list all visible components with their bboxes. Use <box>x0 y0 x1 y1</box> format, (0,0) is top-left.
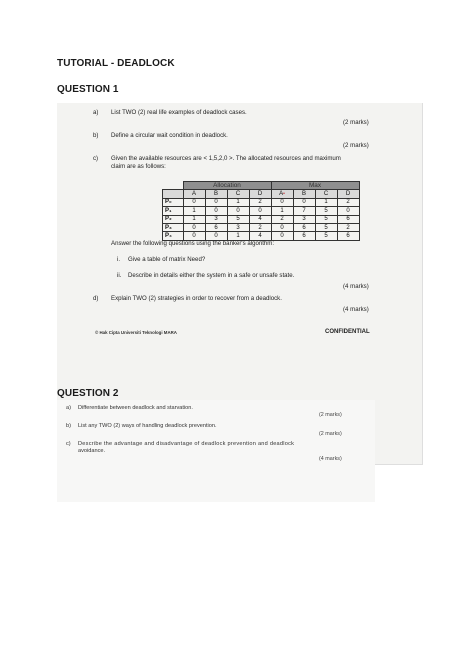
q1c-ii-label: ii. <box>117 272 122 279</box>
table-group-row <box>163 182 360 190</box>
copyright-footer: © Hak Cipta Universiti Teknologi MARA <box>95 330 177 335</box>
q1c-i-label: i. <box>117 256 121 263</box>
table-cell: 0 <box>249 207 271 215</box>
table-row <box>163 198 360 206</box>
q2b-text: List any TWO (2) ways of handling deadlock prevention. <box>78 423 217 429</box>
question-2-scan <box>57 400 375 502</box>
q2a-text: Differentiate between deadlock and starvation. <box>78 405 193 411</box>
table-column-row <box>163 190 360 198</box>
table-cell: 0 <box>227 207 249 215</box>
col-header-with-mark <box>271 190 293 198</box>
q1c-marks: (4 marks) <box>343 283 369 290</box>
table-cell: 1 <box>183 215 205 223</box>
table-cell: 3 <box>227 223 249 231</box>
table-row <box>163 207 360 215</box>
table-cell: 5 <box>315 215 337 223</box>
table-cell: 6 <box>337 232 359 240</box>
process-cell: P₀ <box>163 198 184 206</box>
q1d-marks: (4 marks) <box>343 306 369 313</box>
table-cell: 5 <box>227 215 249 223</box>
process-cell: P₄ <box>163 232 184 240</box>
table-cell: 0 <box>205 207 227 215</box>
q1b-label: b) <box>93 132 99 139</box>
table-cell: 2 <box>249 223 271 231</box>
table-cell: 0 <box>183 198 205 206</box>
table-cell: 1 <box>315 198 337 206</box>
q2b-marks: (2 marks) <box>319 431 342 437</box>
q1b-text: Define a circular wait condition in deadlock. <box>111 132 228 139</box>
col-header: A <box>183 190 205 198</box>
table-cell: 0 <box>183 223 205 231</box>
table-cell: 2 <box>271 215 293 223</box>
allocation-max-table <box>162 181 360 241</box>
table-row <box>163 232 360 240</box>
table-cell: 7 <box>293 207 315 215</box>
table-cell: 1 <box>271 207 293 215</box>
table-cell: 1 <box>227 232 249 240</box>
q1a-label: a) <box>93 109 99 116</box>
q1d-label: d) <box>93 295 99 302</box>
col-header: C <box>315 190 337 198</box>
q1c-ii-text: Describe in details either the system in a safe or unsafe state. <box>128 272 295 279</box>
table-row <box>163 223 360 231</box>
table-cell: 6 <box>205 223 227 231</box>
table-cell: 5 <box>315 207 337 215</box>
q1d-text: Explain TWO (2) strategies in order to recover from a deadlock. <box>111 295 282 302</box>
table-cell: 2 <box>337 223 359 231</box>
process-cell: P₂ <box>163 215 184 223</box>
table-cell: 6 <box>293 232 315 240</box>
question-1-heading: QUESTION 1 <box>57 84 119 95</box>
q2c-label: c) <box>66 441 71 447</box>
q1c-text-line2: claim are as follows: <box>111 163 166 170</box>
table-cell: 4 <box>249 215 271 223</box>
table-cell: 5 <box>315 232 337 240</box>
table-cell: 3 <box>293 215 315 223</box>
table-cell: 5 <box>315 223 337 231</box>
col-header: D <box>249 190 271 198</box>
col-header: C <box>227 190 249 198</box>
process-cell: P₃ <box>163 223 184 231</box>
col-header: A <box>279 191 284 198</box>
col-header: D <box>337 190 359 198</box>
col-header: B <box>205 190 227 198</box>
table-cell: 1 <box>183 207 205 215</box>
q1a-marks: (2 marks) <box>343 119 369 126</box>
table-cell: 0 <box>205 232 227 240</box>
table-cell: 2 <box>249 198 271 206</box>
table-cell: 6 <box>337 215 359 223</box>
table-cell: 0 <box>337 207 359 215</box>
table-cell: 3 <box>205 215 227 223</box>
q1a-text: List TWO (2) real life examples of deadlock cases. <box>111 109 247 116</box>
table-row <box>163 215 360 223</box>
q1c-label: c) <box>93 155 99 162</box>
q2c-marks: (4 marks) <box>319 456 342 462</box>
table-cell: 0 <box>271 198 293 206</box>
q1b-marks: (2 marks) <box>343 142 369 149</box>
confidential-footer: CONFIDENTIAL <box>325 329 370 335</box>
q1c-instruction: Answer the following questions using the banker's algorithm: <box>111 240 275 247</box>
table-cell: 2 <box>337 198 359 206</box>
table-cell: 6 <box>293 223 315 231</box>
table-corner <box>163 182 184 190</box>
table-cell: 0 <box>271 232 293 240</box>
q2c-text-line2: avoidance. <box>78 448 106 454</box>
col-header: B <box>293 190 315 198</box>
table-cell: 0 <box>205 198 227 206</box>
table-cell: 4 <box>249 232 271 240</box>
process-cell: P₁ <box>163 207 184 215</box>
q2a-label: a) <box>66 405 71 411</box>
red-mark: • <box>283 191 285 198</box>
table-cell: 1 <box>227 198 249 206</box>
q2a-marks: (2 marks) <box>319 412 342 418</box>
table-cell: 0 <box>183 232 205 240</box>
allocation-group-header: Allocation <box>183 182 271 190</box>
q1c-i-text: Give a table of matrix Need? <box>128 256 206 263</box>
table-cell: 0 <box>271 223 293 231</box>
question-2-heading: QUESTION 2 <box>57 388 119 399</box>
q2c-text-line1: Describe the advantage and disadvantage of deadlock prevention and deadlock <box>78 441 295 447</box>
table-cell: 0 <box>293 198 315 206</box>
document-title: TUTORIAL - DEADLOCK <box>57 58 175 69</box>
max-group-header: Max <box>271 182 359 190</box>
table-column-corner <box>163 190 184 198</box>
q2b-label: b) <box>66 423 71 429</box>
q1c-text-line1: Given the available resources are < 1,5,2,0 >. The allocated resources and maximum <box>111 155 341 162</box>
